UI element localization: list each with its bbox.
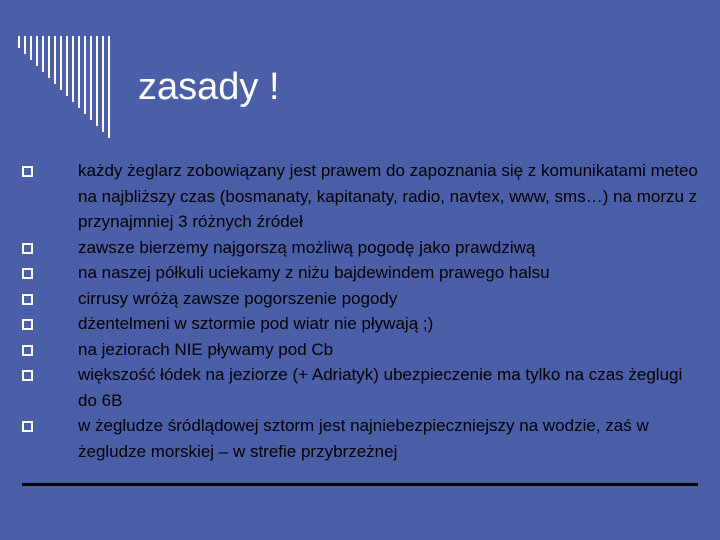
bullet-text: na naszej półkuli uciekamy z niżu bajdewindem prawego halsu [78,263,550,282]
square-bullet-icon [22,370,33,381]
deco-bar [72,36,74,102]
square-bullet-icon [22,421,33,432]
deco-bar [108,36,110,138]
bullet-text: każdy żeglarz zobowiązany jest prawem do zapoznania się z komunikatami meteo na najbliższy czas (bosmanaty, kapitanaty, radio, navtex, www, sms…) na morzu z przynajmniej 3 różnych źródeł [78,161,698,231]
bullet-item [22,260,702,286]
slide-title: zasady ! [138,66,280,108]
bullet-item [22,235,702,261]
deco-bar [30,36,32,60]
bullet-item [22,337,702,363]
bullet-list [22,158,702,464]
deco-bar [18,36,20,48]
square-bullet-icon [22,319,33,330]
bullet-item [22,362,702,413]
deco-bar [42,36,44,72]
square-bullet-icon [22,294,33,305]
bullet-item [22,413,702,464]
bottom-rule [22,483,698,486]
bullet-text: większość łódek na jeziorze (+ Adriatyk) ubezpieczenie ma tylko na czas żeglugi do 6B [78,365,683,410]
deco-bar [24,36,26,54]
bullet-item [22,158,702,235]
bullet-text: w żegludze śródlądowej sztorm jest najniebezpieczniejszy na wodzie, zaś w żegludze morskiej – w strefie przybrzeżnej [78,416,649,461]
deco-bar [54,36,56,84]
deco-bar [66,36,68,96]
deco-bar [36,36,38,66]
bullet-item [22,311,702,337]
square-bullet-icon [22,345,33,356]
deco-bar [90,36,92,120]
bullet-text: na jeziorach NIE pływamy pod Cb [78,339,334,359]
square-bullet-icon [22,166,33,177]
deco-bar [60,36,62,90]
bullet-text: dżentelmeni w sztormie pod wiatr nie pływają ;) [78,314,434,333]
square-bullet-icon [22,243,33,254]
deco-bar [84,36,86,114]
deco-bar [102,36,104,132]
deco-bar [96,36,98,126]
bullet-text: zawsze bierzemy najgorszą możliwą pogodę jako prawdziwą [78,237,536,257]
deco-bar [78,36,80,108]
deco-bar [48,36,50,78]
bullet-item [22,286,702,312]
square-bullet-icon [22,268,33,279]
bullet-text: cirrusy wróżą zawsze pogorszenie pogody [78,288,398,308]
decorative-bars [18,36,114,138]
